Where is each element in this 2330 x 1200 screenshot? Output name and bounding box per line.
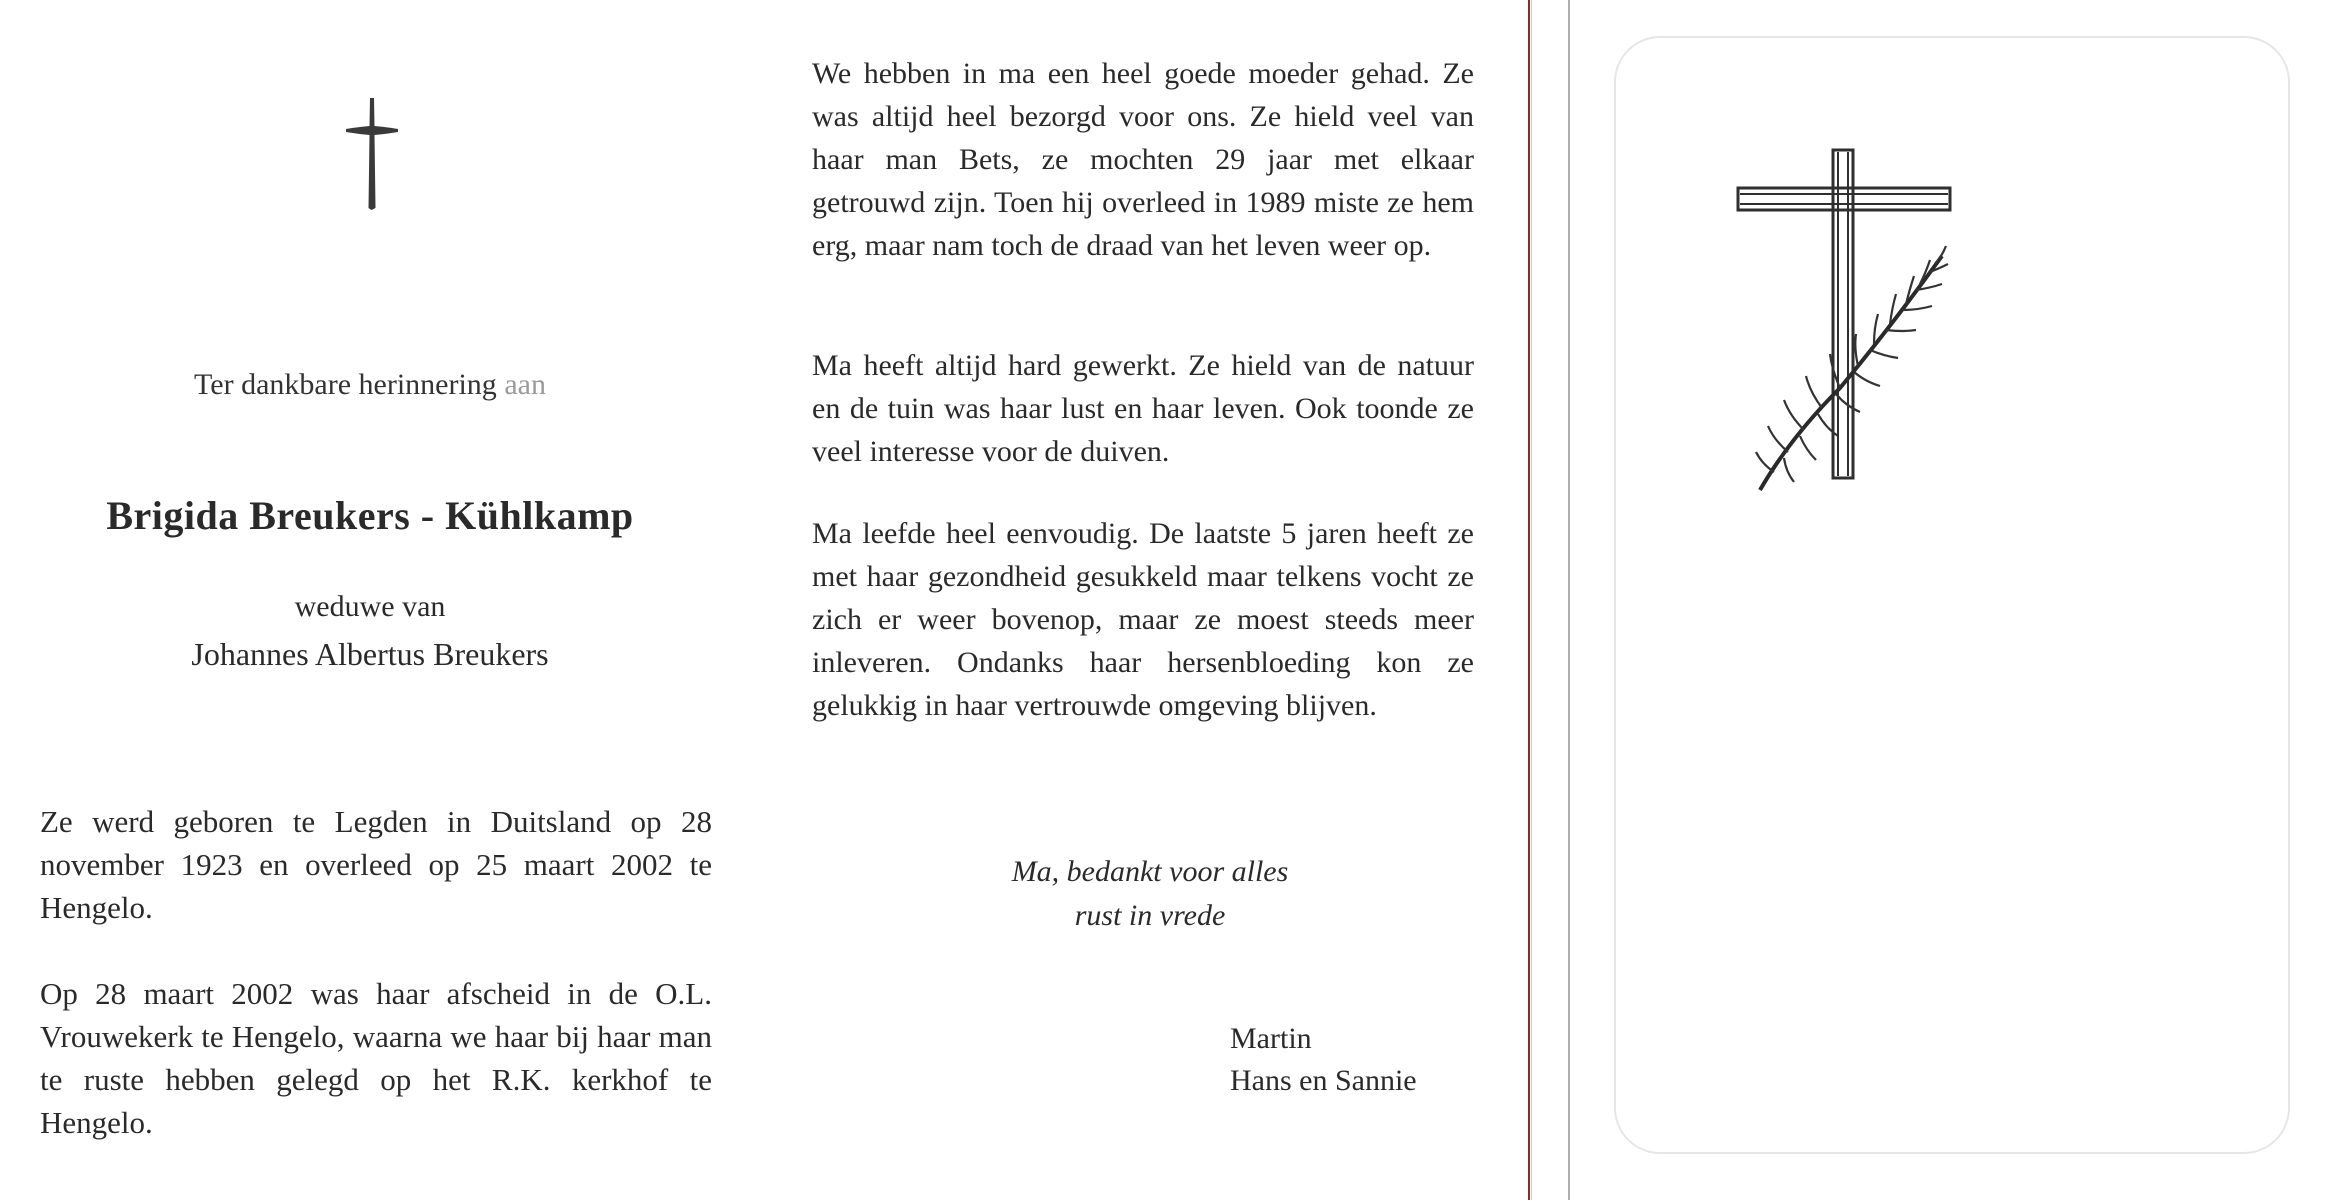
widow-of-label: weduwe van [294,590,446,623]
closing-line-2: rust in vrede [1074,899,1226,932]
card-edge-line [1568,0,1570,1200]
husband-name: Johannes Albertus Breukers [191,636,549,672]
latin-cross-icon [344,96,400,212]
dedication-aan: aan [496,368,546,401]
fold-line-shadow [1531,0,1532,1200]
birth-death-paragraph: Ze werd geboren te Legden in Duitsland op 28 november 1923 en overleed op 25 maart 2002 te Hengelo. [40,804,712,925]
signers [1230,1018,1490,1102]
dedication-text: Ter dankbare herinnering [194,368,497,401]
signer-2: Hans en Sannie [1230,1064,1417,1097]
fold-line [1528,0,1530,1200]
memory-paragraph-3: Ma leefde heel eenvoudig. De laatste 5 jaren heeft ze met haar gezondheid gesukkeld maar telkens vocht ze zich er weer bovenop, maar ze moest steeds meer inleveren. Ondanks haar hersenbloeding kon ze gelukkig in haar vertrouwde omgeving blijven. [812,517,1474,722]
closing-line-1: Ma, bedankt voor alles [1011,855,1289,888]
memory-paragraph-2: Ma heeft altijd hard gewerkt. Ze hield van de natuur en de tuin was haar lust en haar leven. Ook toonde ze veel interesse voor de duiven. [812,349,1474,468]
deceased-name: Brigida Breukers - Kühlkamp [106,493,634,538]
funeral-paragraph: Op 28 maart 2002 was haar afscheid in de O.L. Vrouwekerk te Hengelo, waarna we haar bij haar man te ruste hebben gelegd op het R.K. kerkhof te Hengelo. [40,976,712,1140]
cross-with-palm-branch-icon [1720,138,1970,508]
signer-1: Martin [1230,1022,1312,1055]
dedication-line [100,368,640,402]
closing-words [920,850,1380,938]
memory-paragraph-1: We hebben in ma een heel goede moeder gehad. Ze was altijd heel bezorgd voor ons. Ze hield veel van haar man Bets, ze mochten 29 jaar met elkaar getrouwd zijn. Toen hij overleed in 1989 miste ze hem erg, maar nam toch de draad van het leven weer op. [812,57,1474,262]
